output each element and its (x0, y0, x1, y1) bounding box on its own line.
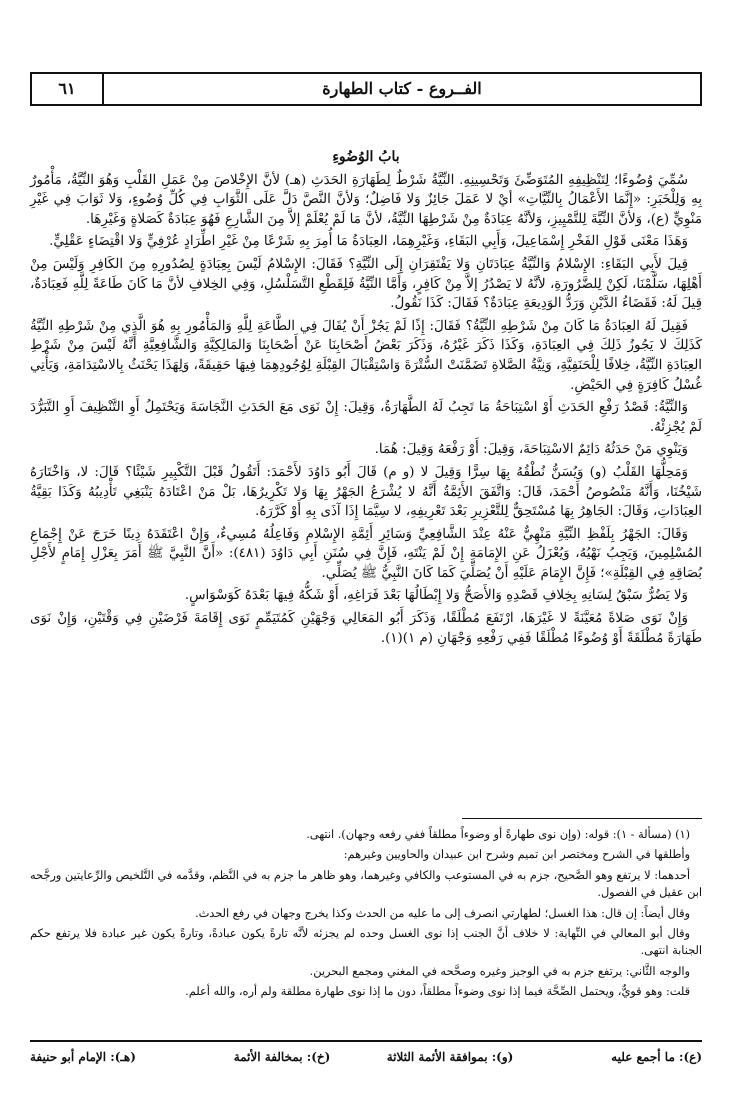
footnote-paragraph: قلت: وهو قويٌّ، ويحتمل الصِّحَّة فيما إذا نوى وضوءاً مطلقاً، دون ما إذا نوى طهارة مطلقة ولم أره، والله أعلم. (185, 985, 690, 999)
main-text (30, 148, 702, 651)
body-paragraph: وَلا يَضُرُّ سَبْقُ لِسَانِهِ بِخِلافِ قَصْدِهِ وَالأَصَحُّ وَلا إِبْطَالُهَا بَعْدَ فَرَاغِهِ، أَوْ شَكُّهُ فِيهَا بَعْدَهُ كَوَسْوَاسٍ. (184, 588, 688, 604)
body-paragraph: فَقِيلَ لَهُ العِبَادَةُ مَا كَانَ مِنْ شَرْطِهِ النِّيَّةُ؟ فَقَالَ: إِذًا لَمْ يَجُزْ أَنْ يُقَالَ فِي الطَّاعَةِ لِلَّهِ وَالمَأْمُورِ بِهِ هُوَ الَّذِي مِنْ شَرْطِهِ النِّيَّةُ كَذَلِكَ لا يَجُوزُ ذَلِكَ فِي العِبَادَةِ، وَكَذَا ذَكَرَ غَيْرُهُ، وَذَكَرَ بَعْضُ أَصْحَابِنَا عَنْ أَصْحَابِنَا وَالمَالِكِيَّةِ وَالشَّافِعِيَّةِ أَنَّهُ لَيْسَ مِنْ شَرْطِ العِبَادَةِ النِّيَّةُ، خِلافًا لِلْحَنَفِيَّةِ، وَنِيَّةُ الصَّلاةِ تَضَمَّنَتْ السُّتْرَةَ وَاسْتِقْبَالَ القِبْلَةِ لِوُجُودِهِمَا فِيهَا حَقِيقَةً، وَلِهَذَا يَحْنَثُ بِالاسْتِدَامَةِ، وَيَأْتِي غُسْلُ كَافِرَةٍ فِي الحَيْضِ. (30, 318, 702, 393)
legend-item: (خ): بمخالفة الأئمة (233, 1050, 331, 1064)
page-number: ٦١ (32, 74, 104, 104)
legend-item: (هـ): الإمام أبو حنيفة (30, 1050, 136, 1064)
footnote-divider (462, 818, 702, 819)
running-title: الفــروع - كتاب الطهارة (322, 79, 482, 98)
body-paragraph: وَيَنْوِي مَنْ حَدَثُهُ دَائِمٌ الاسْتِبَاحَةَ، وَقِيلَ: أَوْ رَفْعَهُ وَقِيلَ: هُمَا. (374, 442, 688, 458)
body-paragraph: قِيلَ لأَبِي البَقَاءِ: الإِسْلامُ وَالنِّيَّةُ عِبَادَتَانِ وَلا يَفْتَقِرَانِ إِلَى النِّيَّةِ؟ فَقَالَ: الإِسْلامُ لَيْسَ بِعِبَادَةٍ لِصُدُورِهِ مِنَ الكَافِرِ وَلَيْسَ مِنْ أَهْلِهَا، سَلَّمْنَا، لَكِنْ لِلضَّرُورَةِ، لأنَّهُ لا يَصْدُرُ إلاَّ مِنْ كَافِرٍ، وَأَمَّا النِّيَّةُ فَلِقَطْعِ التَّسَلْسُلِ، وَفِي الخِلافِ لأنَّ مَا كَانَ طَاعَةً لِلَّهِ فَعِبَادَةٌ، قِيلَ لَهُ: فَقَضَاءُ الدَّيْنِ وَرَدُّ الوَدِيعَةِ عِبَادَةٌ؟ فَقَالَ: كَذَا نَقُولُ. (30, 256, 702, 312)
legend-footer (30, 1040, 702, 1072)
body-paragraph: وَمَحِلُّهَا القَلْبُ (و) وَيُسَنُّ نُطْقُهُ بِهَا سِرًّا وَقِيلَ لا (و م) قَالَ أَبُو دَاوُدَ لأَحْمَدَ: أَتَقُولُ قَبْلَ التَّكْبِيرِ شَيْئًا؟ قَالَ: لا، وَاخْتَارَهُ شَيْخُنَا، وَأَنَّهُ مَنْصُوصُ أَحْمَدَ، قَالَ: وَاتَّفَقَ الأَئِمَّةُ أَنَّهُ لا يُشْرَعُ الجَهْرُ بِهَا وَلا تَكْرِيرُهَا، بَلْ مَنْ اعْتَادَهُ يَنْبَغِي تَأْدِيبُهُ وَكَذَا بَقِيَّةُ العِبَادَاتِ، وَقَالَ: الجَاهِرُ بِهَا مُسْتَحِقٌّ لِلتَّعْزِيرِ بَعْدَ تَعْرِيفِهِ، لا سِيَّمَا إِذَا آذَى بِهِ أَوْ كَرَّرَهُ. (30, 464, 702, 520)
footnote-paragraph: والوجه الثَّاني: يرتفع جزم به في الوجيز وغيره وصحَّحه في المغني ومجمع البحرين. (309, 964, 690, 978)
chapter-title: بابُ الوُضُوءِ (332, 149, 400, 165)
footnote-paragraph: وقال أبو المعالي في النِّهاية: لا خلاف أنَّ الجنب إذا نوى الغسل وحده لم يجزئه لأنَّه تارةً يكون عبادةً، وتارةً يكون غير عبادة فلا يرتفع حكم الجنابة انتهى. (30, 927, 702, 958)
footnote-paragraph: وقال أيضاً: إن قال: هذا الغسل؛ لطهارتي انصرف إلى ما عليه من الحدث وكذا يخرج وجهان في رفع الحدث. (195, 906, 690, 920)
body-paragraph: وَإِنْ نَوَى صَلاةً مُعَيَّنَةً لا غَيْرَهَا، ارْتَفَعَ مُطْلَقًا، وَذَكَرَ أَبُو المَعَالِي وَجْهَيْنِ كَمُتَيَمِّمٍ نَوَى إِقَامَةَ فَرْضَيْنِ فِي وَقْتَيْنِ، وَإِنْ نَوَى طَهَارَةً مُطْلَقَةً أَوْ وُضُوءًا مُطْلَقًا فَفِي رَفْعِهِ وَجْهَانِ (م ١)(١). (30, 611, 702, 646)
body-paragraph: وَالنِّيَّةُ: قَصْدُ رَفْعِ الحَدَثِ أَوْ اسْتِبَاحَةُ مَا تَجِبُ لَهُ الطَّهَارَةُ، وَقِيلَ: إِنْ نَوَى مَعَ الحَدَثِ النَّجَاسَةَ وَيَحْتَمِلُ أَوِ التَّنْظِيفَ أَوِ التَّبَرُّدَ لَمْ يُجْزِئْهُ. (30, 400, 702, 435)
running-header (30, 72, 702, 106)
legend-item: (و): بموافقة الأئمة الثلاثة (386, 1050, 514, 1064)
footnote-paragraph: وأطلقها في الشرح ومختصر ابن تميم وشرح ابن عبيدان والحاويين وغيرهم: (343, 848, 690, 862)
footnote-paragraph: أحدهما: لا يرتفع وهو الصَّحيح، جزم به في المستوعب والكافي وغيرهما، وهو ظاهر ما جزم به في النَّظم، وقدَّمه في التَّلخيص والرِّعايتين ورجَّحه ابن عقيل في الفصول. (30, 868, 702, 900)
footnotes (30, 826, 702, 1004)
body-paragraph: وَهَذَا مَعْنَى قَوْلِ الفَخْرِ إِسْمَاعِيلَ، وَأَبِي البَقَاءِ، وَغَيْرِهِمَا، العِبَادَةُ مَا أُمِرَ بِهِ شَرْعًا مِنْ غَيْرِ اطِّرَادٍ عُرْفِيٍّ وَلا اقْتِضَاءٍ عَقْلِيٍّ. (49, 234, 688, 250)
footnote-paragraph: (١) (مسألة - ١): قوله: (وإن نوى طهارةً أو وضوءاً مطلقاً ففي رفعه وجهان). انتهى. (306, 828, 690, 841)
body-paragraph: وَقَالَ: الجَهْرُ بِلَفْظِ النِّيَّةِ مَنْهِيٌّ عَنْهُ عِنْدَ الشَّافِعِيِّ وَسَائِرِ أَئِمَّةِ الإِسْلامِ وَفَاعِلُهُ مُسِيءٌ، وَإِنْ اعْتَقَدَهُ دِينًا خَرَجَ عَنْ إِجْمَاعِ المُسْلِمِينَ، وَيَجِبُ نَهْيُهُ، وَيُعْزَلُ عَنِ الإِمَامَةِ إِنْ لَمْ يَنْتَهِ، فَإِنَّ فِي سُنَنِ أَبِي دَاوُدَ (٤٨١): «أَنَّ النَّبِيَّ ﷺ أَمَرَ بِعَزْلِ إِمَامٍ لأَجْلِ بُصَاقِهِ فِي القِبْلَةِ»؛ فَإِنَّ الإِمَامَ عَلَيْهِ أَنْ يُصَلِّيَ كَمَا كَانَ النَّبِيُّ ﷺ يُصَلِّي. (30, 526, 702, 581)
body-paragraph: سُمِّيَ وُضُوءًا؛ لِتَنْظِيفِهِ المُتَوَضِّئَ وَتَحْسِينِهِ. النِّيَّةُ شَرْطٌ لِطَهَارَةِ الحَدَثِ (هـ) لأنَّ الإِخْلاصَ مِنْ عَمَلِ القَلْبِ وَهُوَ النِّيَّةُ، مَأْمُورٌ بِهِ وَلِلْخَبَرِ: «إِنَّمَا الأَعْمَالُ بِالنِّيَّاتِ» أيْ لا عَمَلَ جَائِزٌ وَلا فَاضِلٌ؛ وَلأنَّ النَّصَّ دَلَّ عَلَى الثَّوَابِ فِي كُلِّ وُضُوءٍ، وَلا ثَوَابَ فِي غَيْرِ مَنْوِيٍّ (ع)، وَلأنَّ النِّيَّةَ لِلتَّمْيِيزِ، وَلأنَّهُ عِبَادَةٌ مِنْ شَرْطِهَا النِّيَّةُ، لأنَّ مَا لَمْ يُعْلَمْ إلاَّ مِنَ الشَّارِعِ فَهُوَ عِبَادَةٌ كَصَلاةٍ وَغَيْرِهَا. (30, 172, 702, 227)
legend-item: (ع): ما أجمع عليه (611, 1050, 702, 1064)
